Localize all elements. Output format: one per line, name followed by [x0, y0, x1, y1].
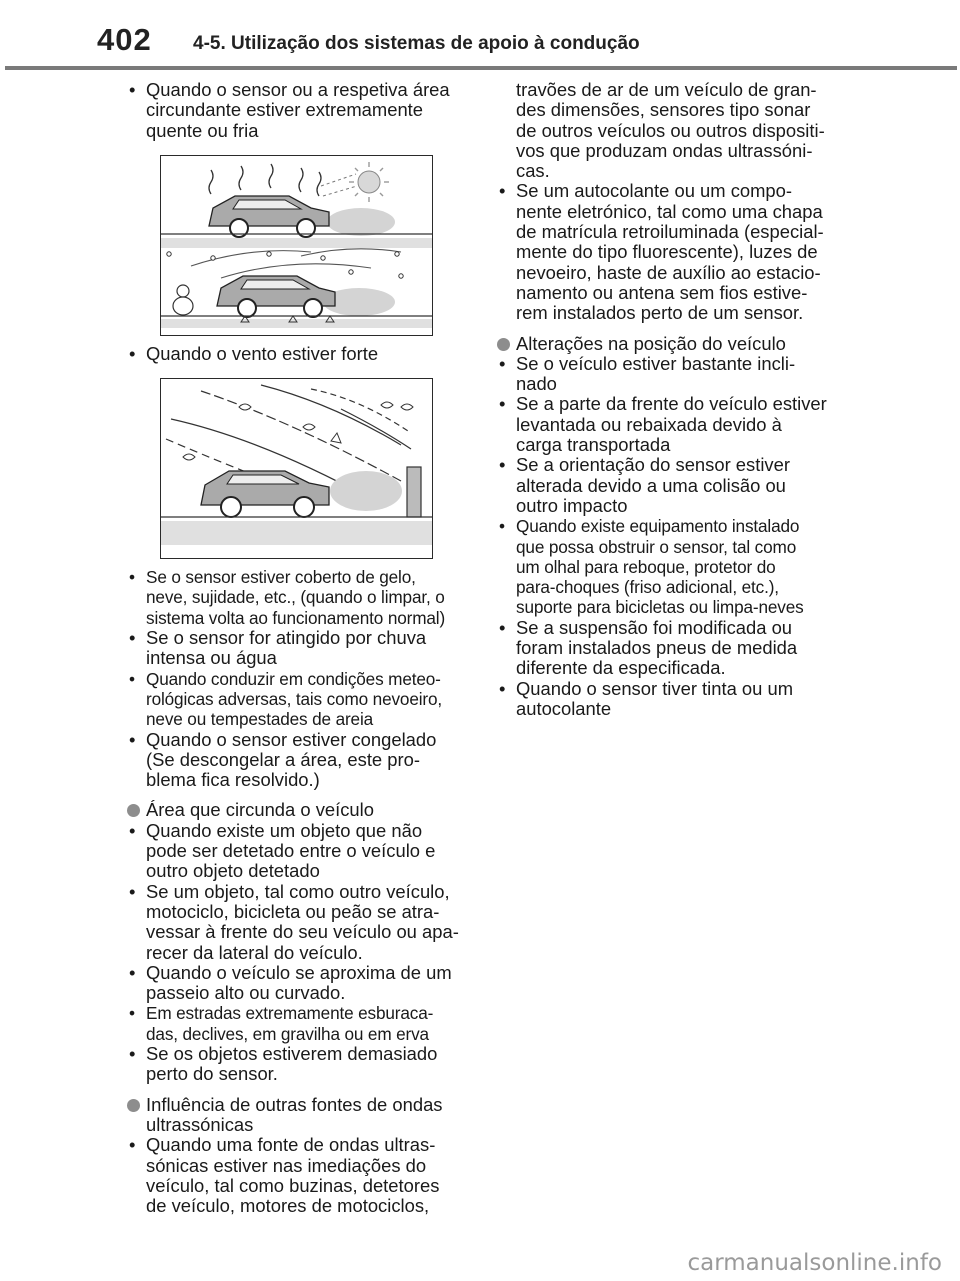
list-item [497, 354, 842, 395]
line: quente ou fria [146, 119, 259, 141]
line: travões de ar de um veículo de gran- [516, 79, 817, 100]
line: um olhal para reboque, protetor do [516, 556, 776, 577]
line: perto do sensor. [146, 1063, 278, 1085]
line: • Quando uma fonte de ondas ultras- [146, 1134, 436, 1156]
section-title-text: Alterações na posição do veículo [516, 332, 786, 354]
line: • Quando existe equipamento instalado [516, 516, 800, 537]
section-heading [127, 800, 487, 820]
line: cas. [516, 160, 550, 182]
line: de outros veículos ou outros dispositi- [516, 119, 825, 141]
right-column [497, 80, 842, 719]
line: • Se um autocolante ou um compo- [516, 180, 793, 202]
list-item [497, 679, 842, 720]
line: blema fica resolvido.) [146, 769, 320, 791]
line: neve, sujidade, etc., (quando o limpar, o [146, 587, 445, 608]
list-item [497, 618, 842, 679]
watermark-footer[interactable]: carmanualsonline.info [687, 1250, 942, 1276]
list-item [127, 730, 487, 791]
line: • Quando existe um objeto que não [146, 819, 423, 841]
line: vos que produzam ondas ultrassóni- [516, 139, 813, 161]
bullet-circle-icon [497, 338, 510, 351]
line: • Se o sensor for atingido por chuva [146, 627, 427, 649]
illustration-hot-cold [160, 155, 433, 336]
list-item [127, 882, 487, 963]
section-title-text: Área que circunda o veículo [146, 799, 374, 821]
line: outro impacto [516, 494, 628, 516]
line: • Quando o sensor tiver tinta ou um [516, 677, 794, 699]
line: alterada devido a uma colisão ou [516, 474, 786, 496]
line: que possa obstruir o sensor, tal como [516, 536, 797, 557]
line: • Se o veículo estiver bastante incli- [516, 352, 796, 374]
line: suporte para bicicletas ou limpa-neves [516, 597, 804, 618]
list-item [127, 344, 487, 364]
list-item [127, 963, 487, 1004]
line: • Se a suspensão foi modificada ou [516, 616, 793, 638]
line: nevoeiro, haste de auxílio ao estacio- [516, 261, 821, 283]
line: vessar à frente do seu veículo ou apa- [146, 921, 459, 943]
list-item [497, 394, 842, 455]
header-rule [5, 66, 957, 70]
line: • Quando o sensor estiver congelado [146, 728, 437, 750]
line: • Se a orientação do sensor estiver [516, 454, 790, 476]
line: • Se os objetos estiverem demasiado [146, 1043, 438, 1065]
section-heading [497, 334, 842, 354]
line: namento ou antena sem fios estive- [516, 281, 808, 303]
list-item [127, 669, 487, 730]
line: de matrícula retroiluminada (especial- [516, 221, 824, 243]
line: das, declives, em gravilha ou em erva [146, 1023, 429, 1044]
list-item [127, 1044, 487, 1085]
line: rem instalados perto de um sensor. [516, 302, 804, 324]
list-item-continued [497, 80, 842, 181]
list-item [127, 567, 487, 628]
line: passeio alto ou curvado. [146, 982, 346, 1004]
line: recer da lateral do veículo. [146, 941, 363, 963]
bullet-circle-icon [127, 1099, 140, 1112]
left-column [127, 80, 487, 1216]
line: circundante estiver extremamente [146, 99, 424, 121]
line: pode ser detetado entre o veículo e [146, 840, 436, 862]
section-title-text: Influência de outras fontes de ondas [146, 1093, 443, 1115]
line: levantada ou rebaixada devido à [516, 413, 782, 435]
line: autocolante [516, 697, 612, 719]
line: intensa ou água [146, 647, 277, 669]
line: • Em estradas extremamente esburaca- [146, 1003, 434, 1024]
page-header [0, 0, 960, 70]
hot-cold-illustration-svg [161, 156, 432, 335]
list-item [497, 181, 842, 323]
line: nente eletrónico, tal como uma chapa [516, 200, 823, 222]
line: outro objeto detetado [146, 860, 320, 882]
line: nado [516, 373, 557, 395]
line: foram instalados pneus de medida [516, 637, 798, 659]
line: de veículo, motores de motociclos, [146, 1195, 430, 1217]
list-item [497, 516, 842, 617]
page-number: 402 [97, 22, 152, 57]
list-item [127, 1003, 487, 1044]
list-item [127, 1135, 487, 1216]
line: sistema volta ao funcionamento normal) [146, 607, 446, 628]
line: veículo, tal como buzinas, detetores [146, 1174, 440, 1196]
section-title-text: ultrassónicas [146, 1113, 254, 1135]
wind-illustration-svg [161, 379, 432, 558]
list-item [127, 80, 487, 141]
line: • Quando conduzir em condições meteo- [146, 668, 441, 689]
line: motociclo, bicicleta ou peão se atra- [146, 900, 440, 922]
line: neve ou tempestades de areia [146, 709, 374, 730]
line: • Quando o sensor ou a respetiva área [146, 79, 450, 100]
line: des dimensões, sensores tipo sonar [516, 99, 811, 121]
line: carga transportada [516, 434, 671, 456]
line: (Se descongelar a área, este pro- [146, 748, 420, 770]
illustration-wind [160, 378, 433, 559]
line: sónicas estiver nas imediações do [146, 1154, 427, 1176]
line: rológicas adversas, tais como nevoeiro, [146, 688, 443, 709]
line: • Quando o vento estiver forte [146, 342, 379, 364]
section-heading [127, 1095, 487, 1136]
line: diferente da especificada. [516, 657, 726, 679]
list-item [127, 628, 487, 669]
list-item [127, 821, 487, 882]
line: para-choques (friso adicional, etc.), [516, 577, 779, 598]
line: • Quando o veículo se aproxima de um [146, 961, 452, 983]
line: • Se a parte da frente do veículo estiver [516, 393, 827, 415]
section-title: 4-5. Utilização dos sistemas de apoio à condução [193, 33, 640, 54]
line: mente do tipo fluorescente), luzes de [516, 241, 818, 263]
line: • Se o sensor estiver coberto de gelo, [146, 567, 416, 588]
line: • Se um objeto, tal como outro veículo, [146, 880, 450, 902]
list-item [497, 455, 842, 516]
bullet-circle-icon [127, 804, 140, 817]
